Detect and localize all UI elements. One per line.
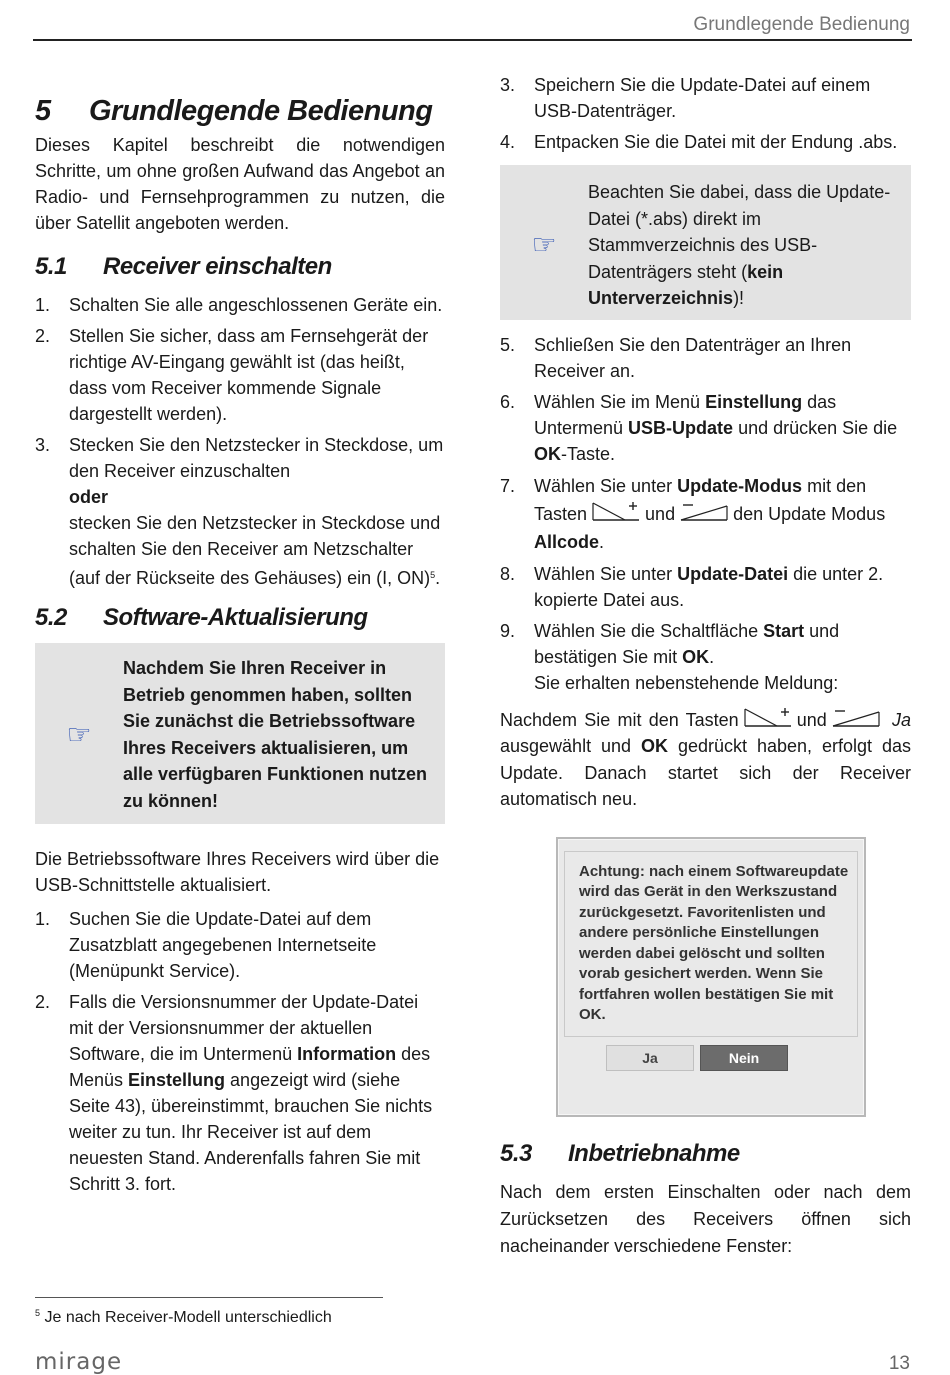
volume-down-key-icon	[679, 500, 729, 524]
section-title: Receiver einschalten	[103, 253, 332, 280]
no-button[interactable]: Nein	[700, 1045, 788, 1071]
usb-paragraph: Die Betriebssoftware Ihres Receivers wird über die USB-Schnittstelle aktualisiert.	[35, 849, 440, 895]
section-5-3-heading	[500, 1141, 911, 1167]
page-number: 13	[888, 1353, 910, 1374]
list-item: 3. Stecken Sie den Netzstecker in Steckdose, um den Receiver einzuschalten oder stecken Sie den Netzstecker in Steckdose und schalten Sie den Receiver am Netzschalter (auf der Rückseite des Gehäuses) ein (I, ON)$^5$.	[35, 435, 444, 588]
section-5-intro: Dieses Kapitel beschreibt die notwendigen Schritte, um ohne großen Aufwand das Angebot an Radio- und Fernsehprogrammen zu nutzen, die über Satellit angeboten werden.	[35, 135, 445, 233]
list-item: 5. Schließen Sie den Datenträger an Ihren Receiver an.	[500, 334, 852, 381]
pointing-hand-icon: ☞	[531, 229, 557, 261]
power-on-steps	[35, 292, 445, 591]
volume-up-key-icon	[591, 500, 641, 524]
volume-down-key-icon	[831, 706, 881, 730]
list-item: 2. Falls die Versionsnummer der Update-Datei mit der Versionsnummer der aktuellen Software, die im Untermenü Information des Menüs Einstellung angezeigt wird (siehe Seite 43), übereinstimmt, brauchen Sie nichts weiter zu tun. Ihr Receiver ist auf dem neuesten Stand. Anderenfalls fahren Sie mit Schritt 3. fort.	[35, 992, 433, 1194]
dialog-buttons	[606, 1045, 864, 1071]
section-number: 5.1	[35, 253, 67, 280]
right-column	[500, 72, 911, 1260]
section-5-2-heading	[35, 605, 445, 631]
list-item: 2. Stellen Sie sicher, dass am Fernsehgerät der richtige AV-Eingang gewählt ist (das heißt, dass vom Receiver kommende Signale dargestellt werden).	[35, 326, 429, 424]
list-item: 4. Entpacken Sie die Datei mit der Endung .abs.	[500, 132, 898, 152]
list-item: 1. Suchen Sie die Update-Datei auf dem Zusatzblatt angegebenen Internetseite (Menüpunkt Service).	[35, 909, 377, 981]
footnote-ref: 5	[430, 570, 436, 580]
section-number: 5	[35, 95, 51, 127]
footnote-text: Je nach Receiver-Modell unterschiedlich	[44, 1309, 332, 1326]
section-5-heading	[35, 95, 445, 127]
section-5-3-paragraph: Nach dem ersten Einschalten oder nach dem Zurücksetzen des Receivers öffnen sich nacheinander verschiedene Fenster:	[500, 1181, 911, 1256]
note-text: Nachdem Sie Ihren Receiver in Betrieb genommen haben, sollten Sie zunächst die Betriebssoftware Ihres Receivers aktualisieren, um alle verfügbaren Funktionen nutzen zu können!	[123, 658, 428, 811]
volume-up-key-icon	[743, 706, 793, 730]
after-update-paragraph: Nachdem Sie mit den Tasten und Ja ausgewählt und OK gedrückt haben, erfolgt das Update. Danach startet sich der Receiver automatisch neu.	[500, 706, 911, 813]
list-item: 8. Wählen Sie unter Update-Datei die unter 2. kopierte Datei aus.	[500, 563, 884, 610]
note-text: Beachten Sie dabei, dass die Update-Datei (*.abs) direkt im Stammverzeichnis des USB-Datenträgers steht (kein Unterverzeichnis)!	[588, 182, 891, 308]
footnote-number: 5	[35, 1308, 41, 1318]
list-item: 3. Speichern Sie die Update-Datei auf einem USB-Datenträger.	[500, 75, 871, 121]
list-item: 6. Wählen Sie im Menü Einstellung das Untermenü USB-Update und drücken Sie die OK-Taste.	[500, 391, 898, 464]
left-column	[35, 95, 445, 1202]
footnote-rule	[35, 1297, 383, 1298]
header-rule	[33, 39, 912, 41]
brand-logo: mirage	[35, 1349, 123, 1375]
warning-dialog-screenshot	[556, 837, 866, 1117]
info-note	[35, 643, 445, 824]
list-item: 1. Schalten Sie alle angeschlossenen Geräte ein.	[35, 295, 443, 315]
footnote	[35, 1308, 332, 1327]
section-title: Grundlegende Bedienung	[89, 95, 433, 127]
section-title: Software-Aktualisierung	[103, 604, 368, 631]
section-title: Inbetriebnahme	[568, 1139, 740, 1167]
section-5-1-heading	[35, 254, 445, 280]
dialog-message: Achtung: nach einem Softwareupdate wird das Gerät in den Werkszustand zurückgesetzt. Favoritenlisten und andere persönliche Einstellungen werden dabei gelöscht und sollten vorab gesichert werden. Wenn Sie fortfahren wollen bestätigen Sie mit OK.	[564, 851, 858, 1037]
pointing-hand-icon: ☞	[66, 718, 92, 750]
list-item: 9. Wählen Sie die Schaltfläche Start und bestätigen Sie mit OK. Sie erhalten nebenstehende Meldung:	[500, 620, 840, 693]
update-steps-continued	[500, 72, 911, 155]
section-number: 5.2	[35, 604, 67, 631]
section-number: 5.3	[500, 1139, 532, 1167]
running-header: Grundlegende Bedienung	[693, 14, 910, 35]
or-label: oder	[69, 487, 109, 507]
info-note	[500, 165, 911, 320]
update-steps	[35, 906, 445, 1197]
update-steps-continued	[500, 332, 911, 696]
list-item: 7. Wählen Sie unter Update-Modus mit den Tasten und den Update Modus Allcode.	[500, 475, 886, 552]
yes-button[interactable]: Ja	[606, 1045, 694, 1071]
